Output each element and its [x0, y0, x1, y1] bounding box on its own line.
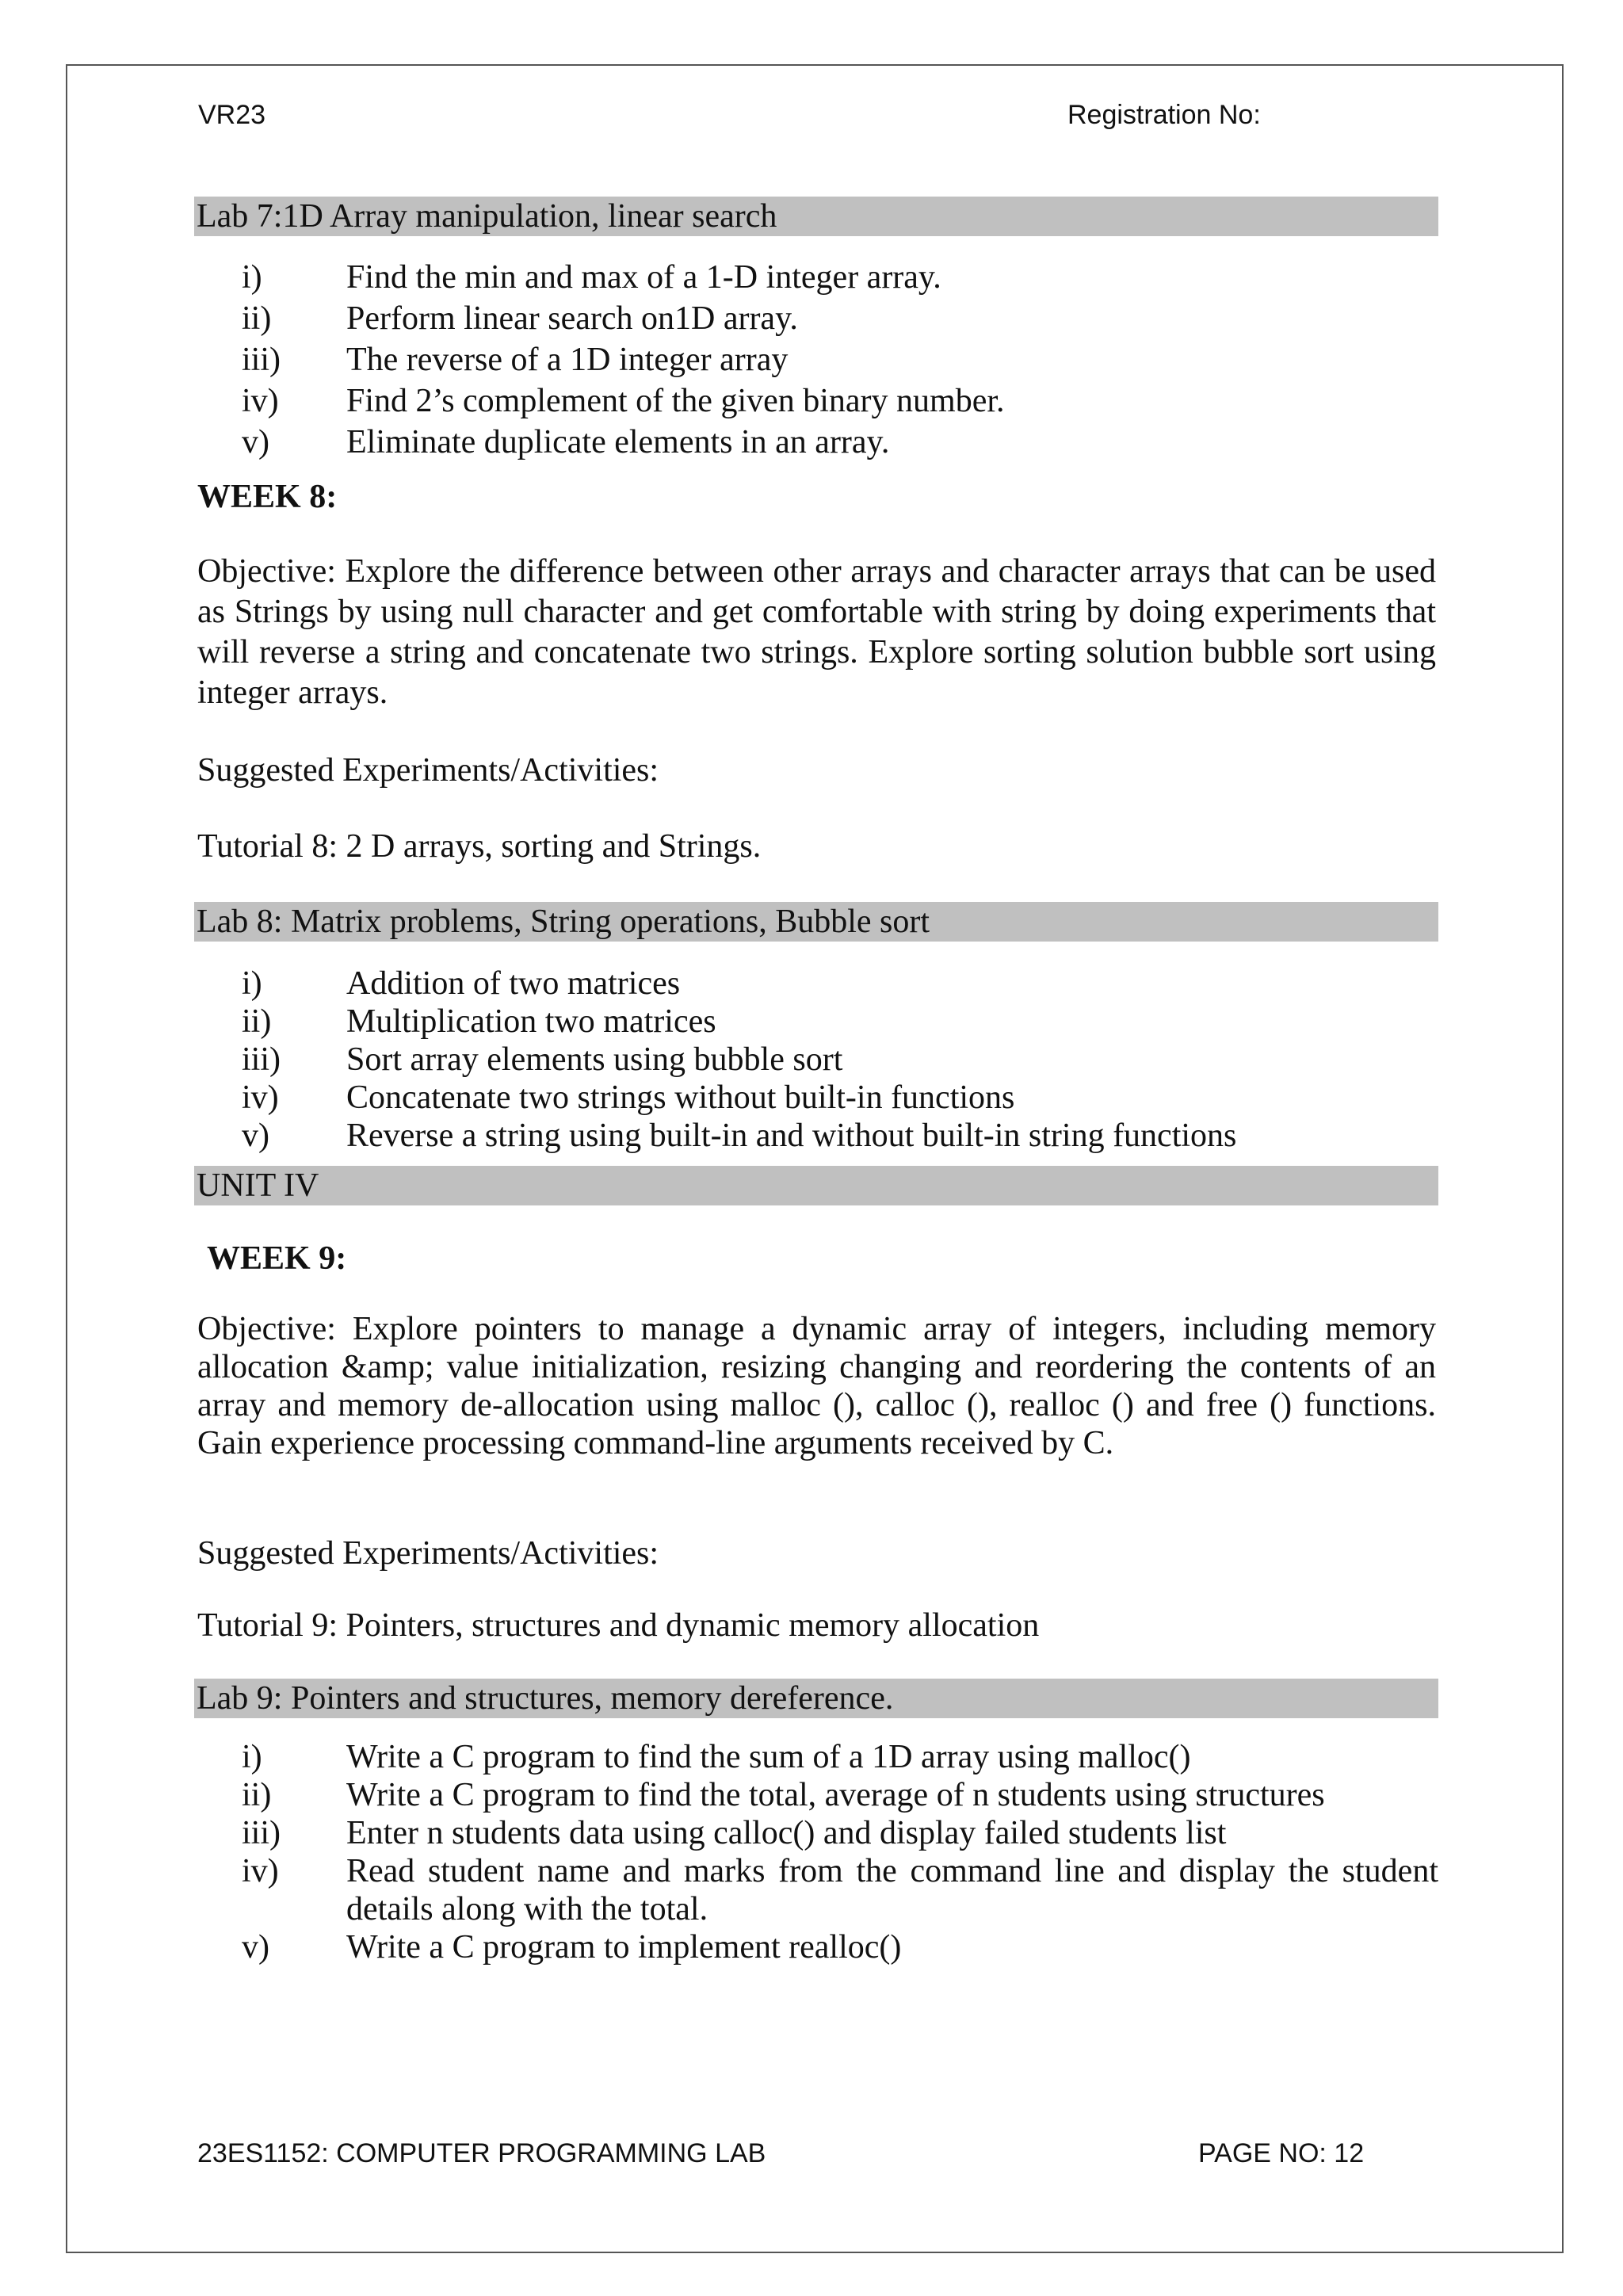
list-item	[242, 341, 1438, 379]
item-text: Find 2’s complement of the given binary number.	[346, 383, 1005, 419]
list-item	[242, 258, 1438, 296]
item-number: iii)	[242, 1041, 281, 1078]
list-item	[242, 1928, 1438, 1966]
item-number: iv)	[242, 383, 279, 419]
item-text: Write a C program to find the total, average of n students using structures	[346, 1777, 1325, 1813]
item-number: ii)	[242, 1777, 272, 1813]
list-item	[242, 382, 1438, 420]
lab7-list	[242, 258, 1438, 461]
item-number: ii)	[242, 1003, 272, 1040]
lab8-title: Lab 8: Matrix problems, String operations, Bubble sort	[194, 902, 1438, 942]
item-text: Reverse a string using built-in and without built-in string functions	[346, 1117, 1237, 1154]
item-number: ii)	[242, 300, 272, 337]
week9-heading: WEEK 9:	[207, 1240, 347, 1277]
list-item	[242, 1003, 1438, 1041]
item-text: The reverse of a 1D integer array	[346, 342, 789, 378]
lab8-list	[242, 965, 1438, 1155]
list-item	[242, 423, 1438, 461]
unit-title: UNIT IV	[194, 1166, 1438, 1205]
item-number: iv)	[242, 1079, 279, 1116]
week9-objective: Objective: Explore pointers to manage a dynamic array of integers, including memory allocation &amp; value initialization, resizing changing and reordering the contents of an array and memory de-allocation using malloc (), calloc (), realloc () and free () functions. Gain experience processing command-line arguments received by C.	[197, 1311, 1436, 1461]
item-text: Eliminate duplicate elements in an array.	[346, 424, 890, 460]
list-item	[242, 965, 1438, 1003]
item-number: v)	[242, 1117, 269, 1154]
list-item	[242, 300, 1438, 338]
item-text: Write a C program to implement realloc()	[346, 1929, 902, 1966]
list-item	[242, 1041, 1438, 1079]
item-text: Addition of two matrices	[346, 965, 681, 1002]
week9-suggested: Suggested Experiments/Activities:	[197, 1535, 659, 1572]
header-code: VR23	[198, 100, 266, 130]
footer-course: 23ES1152: COMPUTER PROGRAMMING LAB	[197, 2138, 766, 2168]
item-number: iii)	[242, 1815, 281, 1851]
list-item	[242, 1776, 1438, 1814]
week8-objective: Objective: Explore the difference between other arrays and character arrays that can be used as Strings by using null character and get comfortable with string by doing experiments that will reverse a string and concatenate two strings. Explore sorting solution bubble sort using integer arrays.	[197, 553, 1436, 711]
item-number: iv)	[242, 1853, 279, 1889]
item-number: i)	[242, 259, 262, 296]
item-number: i)	[242, 1739, 262, 1775]
item-number: iii)	[242, 342, 281, 378]
week8-suggested: Suggested Experiments/Activities:	[197, 752, 659, 789]
item-text: Enter n students data using calloc() and display failed students list	[346, 1815, 1227, 1851]
list-item	[242, 1117, 1438, 1155]
list-item	[242, 1814, 1438, 1852]
list-item	[242, 1079, 1438, 1117]
week9-tutorial: Tutorial 9: Pointers, structures and dynamic memory allocation	[197, 1607, 1040, 1644]
item-text: Perform linear search on1D array.	[346, 300, 798, 337]
footer-page-number: PAGE NO: 12	[1198, 2138, 1365, 2168]
item-text: Concatenate two strings without built-in functions	[346, 1079, 1015, 1116]
list-item	[242, 1738, 1438, 1776]
lab7-title: Lab 7:1D Array manipulation, linear search	[194, 197, 1438, 236]
week8-heading: WEEK 8:	[197, 479, 338, 515]
list-item	[242, 1852, 1438, 1928]
lab9-list	[242, 1738, 1438, 1966]
item-text: Write a C program to find the sum of a 1D array using malloc()	[346, 1739, 1191, 1775]
item-text: Find the min and max of a 1-D integer array.	[346, 259, 941, 296]
item-number: v)	[242, 1929, 269, 1966]
item-text: Sort array elements using bubble sort	[346, 1041, 843, 1078]
item-number: i)	[242, 965, 262, 1002]
item-text: Multiplication two matrices	[346, 1003, 716, 1040]
week8-tutorial: Tutorial 8: 2 D arrays, sorting and Strings.	[197, 828, 762, 865]
item-text: Read student name and marks from the command line and display the student details along with the total.	[346, 1853, 1438, 1927]
header-registration: Registration No:	[1067, 100, 1261, 130]
lab9-title: Lab 9: Pointers and structures, memory dereference.	[194, 1679, 1438, 1718]
item-number: v)	[242, 424, 269, 460]
